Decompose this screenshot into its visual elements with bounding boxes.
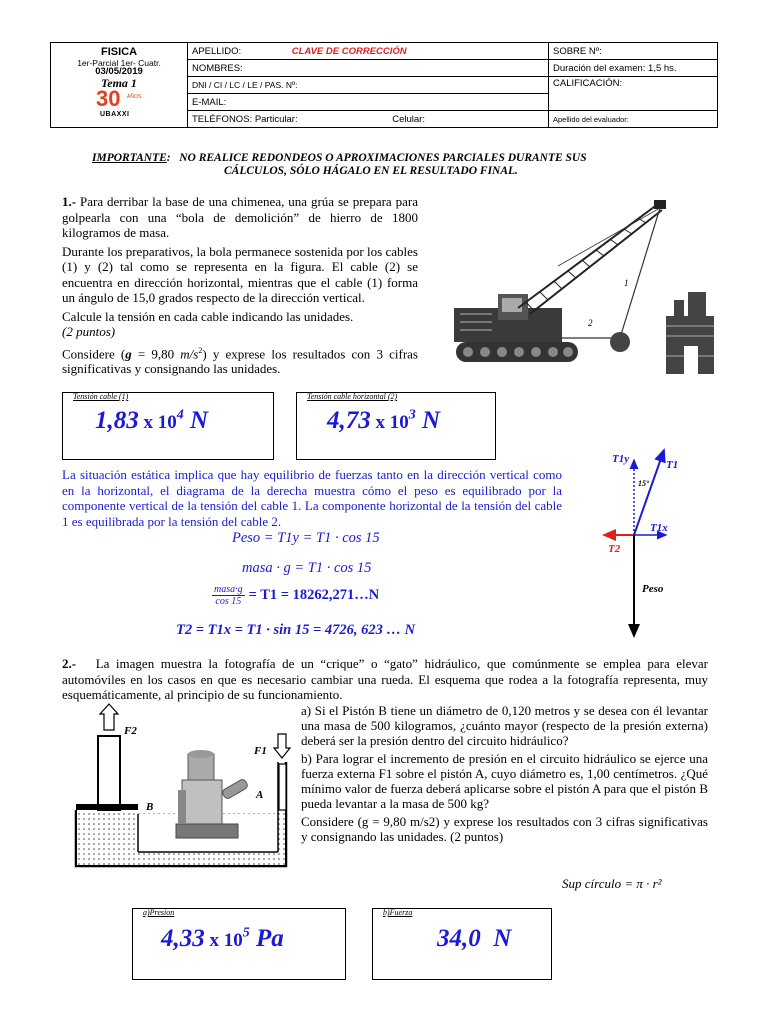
apellido-value: CLAVE DE CORRECCIÓN xyxy=(291,45,407,57)
q1-p3 xyxy=(62,309,418,340)
duracion-field xyxy=(549,60,718,77)
q2-intro-text: La imagen muestra la fotografía de un “crique” o “gato” hidráulico, que comúnmente se emplea para elevar automóviles en los casos en que es necesario cambiar una rueda. El esquema que rodea a la fotografía representa, muy esquemáticamente, al principio de su funcionamiento. xyxy=(62,656,708,702)
logo-years: AÑOS xyxy=(127,94,142,101)
answer-b-label: b)Fuerza xyxy=(383,908,413,917)
q1-p3-text: Calcule la tensión en cada cable indicando las unidades. xyxy=(62,308,354,324)
q1-p4: Considere (g = 9,80 $m/s^2$) y exprese los resultados con 3 cifras significativas y consignando las unidades. xyxy=(62,345,418,377)
label-a: A xyxy=(256,789,264,801)
q1-p1: Para derribar la base de una chimenea, una grúa se prepara para golpearla con una “bola de demolición” de hierro de 1800 kilogramos de masa. xyxy=(62,194,418,240)
answer-b-value: 34,0 N xyxy=(437,925,512,952)
logo-text: UBAXXI xyxy=(100,111,130,119)
apellido-label: APELLIDO: xyxy=(192,45,242,57)
celular-label: Celular: xyxy=(392,113,425,125)
q1-p4c: ) y exprese los resultados con 3 cifras significativas y consignando las unidades. xyxy=(62,345,418,377)
q1-p4a: Considere ( xyxy=(62,345,126,361)
calificacion-label: CALIFICACIÓN: xyxy=(553,78,623,89)
wrecking-ball xyxy=(610,332,630,352)
answer-box-tension-2 xyxy=(296,392,496,460)
answer2-value: 4,73 x $10^3$ N xyxy=(327,407,441,434)
q1-p2: Durante los preparativos, la bola permanece sostenida por los cables (1) y (2) tal como se representa en la figura. El cable (2) se encuentra en dirección horizontal, mientras que el cable (1) forma un ángulo de 15,0 grados respecto de la dirección vertical. xyxy=(62,243,418,305)
q2-considere: Considere (g = 9,80 m/s2) y exprese los resultados con 3 cifras significativas y consignando las unidades. (2 puntos) xyxy=(301,814,708,844)
label-t1y: T1y xyxy=(612,453,630,465)
logo-number: 30 xyxy=(96,86,121,112)
important-note: IMPORTANTE: NO REALICE REDONDEOS O APROXIMACIONES PARCIALES DURANTE SUS CÁLCULOS, SÓLO HÁGALO EN EL RESULTADO FINAL. xyxy=(92,152,692,178)
ubaxxi-logo xyxy=(94,86,144,120)
label-t1x: T1x xyxy=(650,522,668,534)
nombres-label: NOMBRES: xyxy=(192,62,243,74)
equation-2: masa · g = T1 · cos 15 xyxy=(242,560,372,576)
evaluador-label: Apellido del evaluador: xyxy=(553,114,629,124)
equation-4: T2 = T1x = T1 · sin 15 = 4726, 623 … N xyxy=(176,622,416,638)
duracion-label: Duración del examen: 1,5 hs. xyxy=(553,62,677,74)
header-table xyxy=(50,42,718,128)
label-f2: F2 xyxy=(124,725,137,737)
label-b: B xyxy=(146,801,154,813)
q2-part-a: a) Si el Pistón B tiene un diámetro de 0,120 metros y se desea con él levantar una masa de 500 kilogramos, ¿cuánto mayor (respecto de la presión externa) deberá ser la presión dentro del circuito hidráulico? xyxy=(301,703,708,748)
q1-explanation: La situación estática implica que hay equilibrio de fuerzas tanto en la dirección vertical como en la horizontal, el diagrama de la derecha muestra cómo el peso es equilibrado por la componente vertical de la tensión del cable 1. La componente horizontal de la tensión del cable 1 es equilibrada por la tensión del cable 2. xyxy=(62,467,562,529)
crane-illustration xyxy=(448,196,718,378)
q1-p4g: g xyxy=(125,345,132,361)
q2-intro xyxy=(62,656,708,703)
exam-date: 03/05/2019 xyxy=(95,66,143,78)
label-t2: T2 xyxy=(608,543,621,555)
tema: Tema 1 xyxy=(101,76,137,91)
answer-a-value: 4,33 x $10^5$ Pa xyxy=(161,925,284,952)
hydraulic-jack-photo xyxy=(176,750,249,838)
calificacion-field xyxy=(549,77,718,111)
dni-field xyxy=(188,77,549,94)
label-f1: F1 xyxy=(254,745,267,757)
important-label: IMPORTANTE xyxy=(92,152,167,164)
answer2-label: Tensión cable horizontal (2) xyxy=(307,392,398,401)
apellido-field xyxy=(188,43,549,60)
f1-arrow xyxy=(274,734,290,758)
q1-p4unit: m/s xyxy=(180,345,199,361)
f2-arrow xyxy=(100,704,118,730)
hydraulic-jack-diagram xyxy=(72,702,294,874)
force-diagram xyxy=(598,440,718,645)
q2-number: 2.- xyxy=(62,656,77,671)
label-angle: 15° xyxy=(638,479,650,488)
q1-p4b: = 9,80 xyxy=(131,345,181,361)
telefonos-label: TELÉFONOS: Particular: xyxy=(192,113,298,125)
important-line1: NO REALICE REDONDEOS O APROXIMACIONES PARCIALES DURANTE SUS xyxy=(179,152,587,164)
crane-label-2: 2 xyxy=(588,318,593,328)
eq3-numerator: masa·g xyxy=(214,584,243,595)
answer-a-label: a)Presion xyxy=(143,908,175,917)
label-peso: Peso xyxy=(642,583,664,595)
label-t1: T1 xyxy=(666,459,679,471)
q2-part-b: b) Para lograr el incremento de presión en el circuito hidráulico se ejerce una fuerza externa F1 sobre el pistón A, cuyo diámetro es, 1,00 centímetros. ¿Qué mínimo valor de fuerza deberá aplicarse sobre el pistón A para que el pistón B pueda levantar a la masa de 500 kg? xyxy=(301,751,708,811)
dni-label: DNI / CI / LC / LE / PAS. Nº: xyxy=(192,80,298,90)
q1-text xyxy=(62,194,418,377)
answer-box-fuerza xyxy=(372,908,552,980)
q1-points: (2 puntos) xyxy=(62,324,116,339)
sobre-field xyxy=(549,43,718,60)
email-label: E-MAIL: xyxy=(192,96,227,108)
answer-box-presion xyxy=(132,908,346,980)
answer1-value: 1,83 x $10^4$ N xyxy=(95,407,209,434)
nombres-field xyxy=(188,60,549,77)
telefonos-field xyxy=(188,111,549,128)
circle-area-formula: Sup círculo = π · r² xyxy=(562,876,662,891)
equation-3 xyxy=(212,584,379,607)
parcial: 1er-Parcial 1er- Cuatr. xyxy=(77,57,161,68)
important-line2: CÁLCULOS, SÓLO HÁGALO EN EL RESULTADO FINAL. xyxy=(224,165,518,177)
piston-b xyxy=(98,736,120,810)
evaluador-field xyxy=(549,111,718,128)
crane-label-1: 1 xyxy=(624,278,629,288)
q2-parts xyxy=(301,703,708,844)
eq3-denominator: cos 15 xyxy=(215,596,242,607)
sobre-label: SOBRE Nº: xyxy=(553,45,602,57)
email-field xyxy=(188,94,549,111)
equation-1: Peso = T1y = T1 · cos 15 xyxy=(232,530,380,546)
piston-a xyxy=(279,764,286,810)
answer-box-tension-1 xyxy=(62,392,274,460)
answer1-label: Tensión cable (1) xyxy=(73,392,129,401)
q1-number: 1.- xyxy=(62,194,77,209)
eq3-rhs: = T1 = 18262,271…N xyxy=(248,587,380,603)
subject: FISICA xyxy=(100,46,138,58)
header-left-cell xyxy=(51,43,188,128)
